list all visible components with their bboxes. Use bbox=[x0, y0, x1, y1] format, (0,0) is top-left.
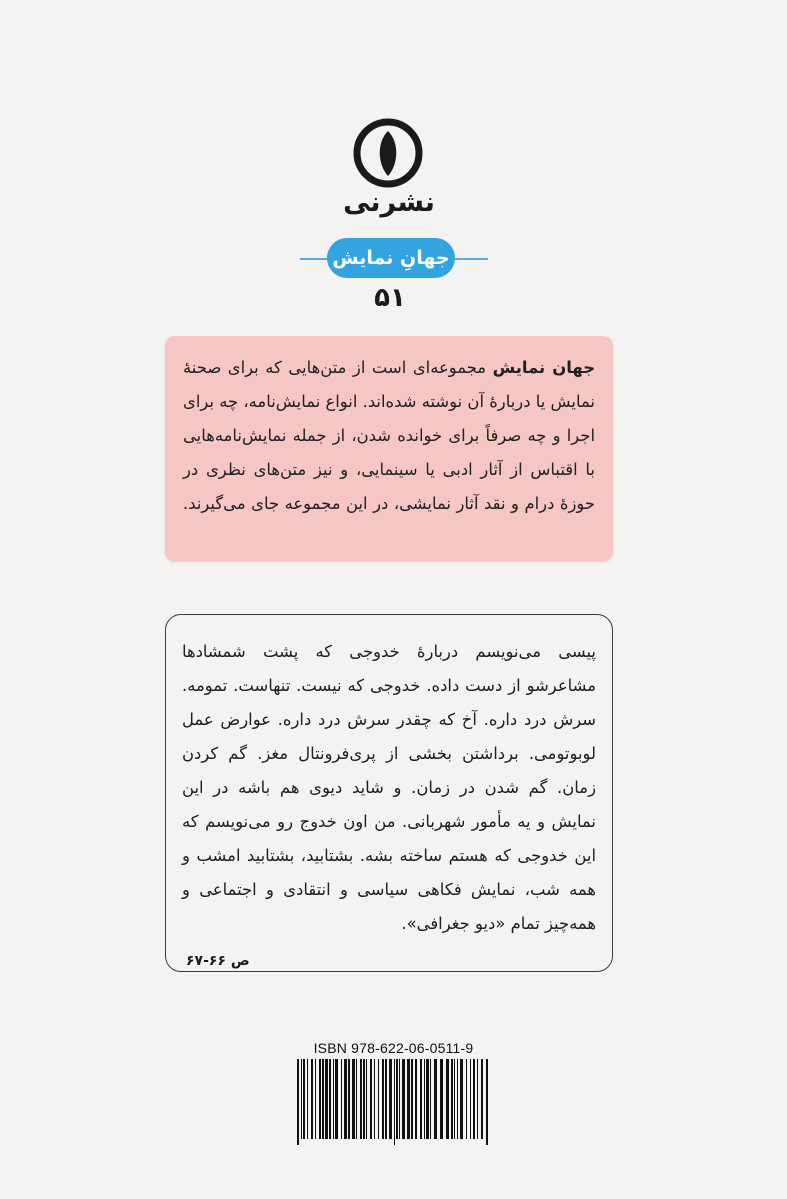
series-description-box bbox=[165, 336, 613, 561]
barcode-icon bbox=[295, 1059, 492, 1145]
isbn-block bbox=[295, 1040, 492, 1145]
series-description bbox=[183, 351, 595, 521]
excerpt-source: ص ۶۶-۶۷ bbox=[186, 953, 250, 969]
publisher-name: نشرنی bbox=[343, 187, 435, 218]
series-badge bbox=[327, 238, 455, 278]
series-number: ۵۱ bbox=[374, 283, 406, 313]
series-description-bold: جهان نمایش bbox=[492, 358, 596, 377]
excerpt-box bbox=[165, 614, 613, 972]
series-description-text: مجموعه‌ای است از متن‌هایی که برای صحنهٔ نمایش یا دربارهٔ آن نوشته شده‌اند. انواع نمایش‌نامه، چه برای اجرا و چه صرفاً برای خوانده شدن، از جمله نمایش‌نامه‌هایی با اقتباس از آثار ادبی یا سینمایی، و نیز متن‌های نظری در حوزهٔ درام و نقد آثار نمایشی، در این مجموعه جای می‌گیرند. bbox=[183, 358, 595, 513]
publisher-logo-icon bbox=[353, 118, 423, 188]
isbn-label: ISBN 978-622-06-0511-9 bbox=[313, 1040, 474, 1056]
excerpt-text: پیسی می‌نویسم دربارهٔ خدوجی که پشت شمشادها مشاعرشو از دست داده. خدوجی که نیست. تنهاست. تمومه. سرش درد داره. آخ که چقدر سرش درد داره. عوارض عمل لوبوتومی. برداشتن بخشی از پری‌فرونتال مغز. گم کردن زمان. گم شدن در زمان. و شاید دیوی هم باشه در این نمایش و یه مأمور شهربانی. من اون خدوج رو می‌نویسم که این خدوجی که هستم ساخته بشه. بشتابید، بشتابید امشب و همه شب، نمایش فکاهی سیاسی و انتقادی و اجتماعی و همه‌چیز تمام «دیو جغرافی». bbox=[182, 642, 596, 933]
series-label: جهانِ نمایش bbox=[332, 247, 450, 269]
